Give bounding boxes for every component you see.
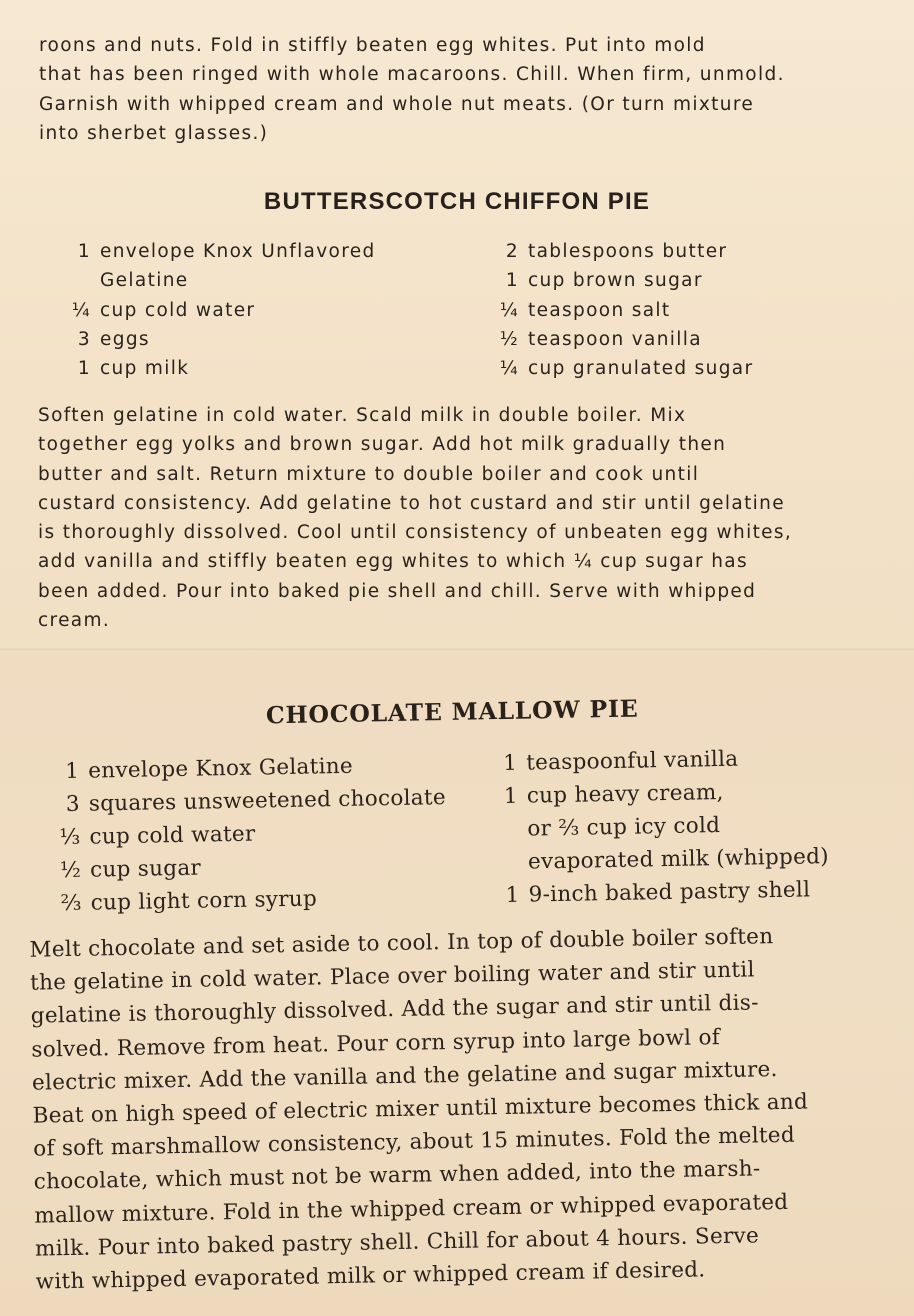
ingredient-item: [503, 774, 828, 813]
ingredient-item: [100, 266, 376, 295]
text-line: is thoroughly dissolved. Cool until consistency of unbeaten egg whites,: [38, 522, 793, 544]
ingredient-list-left: [59, 748, 448, 920]
text-line: been added. Pour into baked pie shell and chill. Serve with whipped: [38, 580, 757, 602]
ingredient-item: [527, 807, 828, 846]
text-line: together egg yolks and brown sugar. Add hot milk gradually then: [38, 434, 727, 456]
text-line: with whipped evaporated milk or whipped cream if desired.: [35, 1257, 706, 1295]
ingredient-text: cup granulated sugar: [528, 358, 754, 380]
ingredient-list-right: [499, 237, 754, 383]
ingredient-text: teaspoon vanilla: [528, 328, 702, 350]
ingredient-quantity: ½: [499, 328, 519, 350]
recipe-title: BUTTERSCOTCH CHIFFON PIE: [263, 188, 651, 215]
ingredient-text: cup brown sugar: [528, 270, 703, 292]
text-line: the gelatine in cold water. Place over boiling water and stir until: [29, 957, 755, 996]
text-line: solved. Remove from heat. Pour corn syrup into large bowl of: [31, 1024, 721, 1063]
ingredient-quantity: 1: [65, 758, 80, 785]
ingredient-item: [505, 237, 753, 266]
ingredient-quantity: 1: [505, 882, 520, 908]
ingredient-text: cup heavy cream,: [526, 779, 724, 809]
text-line: Garnish with whipped cream and whole nut meats. (Or turn mixture: [39, 93, 755, 115]
ingredient-item: [71, 296, 376, 325]
ingredient-item: [505, 266, 753, 295]
ingredient-item: [499, 354, 754, 383]
ingredient-text: or ⅔ cup icy cold: [527, 813, 721, 842]
ingredient-item: [77, 325, 376, 354]
text-line: into sherbet glasses.): [39, 122, 269, 144]
ingredient-text: eggs: [100, 328, 150, 350]
text-line: gelatine is thoroughly dissolved. Add the sugar and stir until dis-: [30, 990, 759, 1030]
ingredient-quantity: ¼: [499, 358, 519, 380]
ingredient-quantity: ¼: [71, 299, 91, 321]
ingredient-text: cup cold water: [100, 299, 256, 321]
ingredient-text: envelope Knox Unflavored: [100, 241, 376, 262]
text-line: roons and nuts. Fold in stiffly beaten egg whites. Put into mold: [39, 35, 706, 56]
ingredient-quantity: 3: [65, 791, 81, 818]
ingredient-quantity: 1: [503, 783, 519, 809]
recipe-title: CHOCOLATE MALLOW PIE: [265, 694, 639, 730]
text-line: butter and salt. Return mixture to double boiler and cook until: [38, 463, 700, 485]
ingredient-text: Gelatine: [100, 270, 189, 292]
ingredient-item: [505, 873, 829, 912]
ingredient-list-left: [71, 237, 376, 383]
ingredient-quantity: 1: [505, 270, 519, 292]
text-line: Beat on high speed of electric mixer until mixture becomes thick and: [32, 1089, 809, 1129]
text-line: cream.: [38, 610, 111, 632]
ingredient-item: [77, 354, 376, 383]
ingredient-text: cup cold water: [89, 821, 256, 850]
ingredient-text: squares unsweetened chocolate: [88, 785, 447, 817]
text-line: custard consistency. Add gelatine to hot custard and stir until gelatine: [38, 492, 785, 514]
ingredient-quantity: ⅓: [59, 824, 81, 851]
ingredient-quantity: 3: [77, 328, 91, 350]
text-line: milk. Pour into baked pastry shell. Chill for about 4 hours. Serve: [34, 1223, 760, 1262]
ingredient-item: [503, 741, 827, 780]
text-line: Soften gelatine in cold water. Scald milk in double boiler. Mix: [38, 405, 687, 426]
ingredient-text: evaporated milk (whipped): [527, 844, 830, 875]
text-line: that has been ringed with whole macaroons. Chill. When firm, unmold.: [39, 64, 785, 86]
ingredient-item: [499, 325, 753, 354]
text-line: chocolate, which must not be warm when added, into the marsh-: [33, 1156, 761, 1196]
ingredient-text: cup milk: [100, 358, 190, 380]
text-line: mallow mixture. Fold in the whipped cream or whipped evaporated: [34, 1189, 789, 1229]
text-line: of soft marshmallow consistency, about 15 minutes. Fold the melted: [32, 1122, 796, 1162]
ingredient-text: cup light corn syrup: [90, 886, 318, 916]
continued-directions: [39, 31, 785, 148]
ingredient-quantity: 1: [503, 750, 518, 776]
ingredient-text: cup sugar: [89, 855, 202, 883]
ingredient-quantity: 1: [77, 241, 91, 262]
ingredient-quantity: ¼: [499, 299, 519, 321]
rotated-print-area: [0, 650, 914, 1316]
ingredient-item: [77, 237, 376, 266]
ingredient-item: [499, 296, 753, 325]
text-line: add vanilla and stiffly beaten egg whites to which ¼ cup sugar has: [38, 551, 748, 573]
ingredient-text: 9-inch baked pastry shell: [528, 877, 811, 908]
ingredient-quantity: 1: [77, 358, 91, 380]
ingredient-text: teaspoonful vanilla: [525, 746, 739, 776]
ingredient-text: tablespoons butter: [528, 241, 728, 262]
ingredient-quantity: ⅔: [60, 890, 82, 917]
ingredient-list-right: [503, 741, 830, 911]
ingredient-text: teaspoon salt: [528, 299, 671, 321]
bottom-recipe-clipping: [0, 650, 914, 1316]
text-line: Melt chocolate and set aside to cool. In top of double boiler soften: [29, 924, 774, 963]
ingredient-quantity: 2: [505, 241, 519, 262]
ingredient-quantity: ½: [59, 857, 82, 884]
ingredient-text: envelope Knox Gelatine: [88, 753, 354, 784]
recipe-directions: [38, 401, 792, 635]
recipe-directions: [29, 919, 811, 1298]
ingredient-item: [60, 880, 448, 920]
top-recipe-clipping: [0, 0, 914, 650]
text-line: electric mixer. Add the vanilla and the gelatine and sugar mixture.: [31, 1056, 778, 1096]
ingredient-item: [528, 840, 829, 879]
